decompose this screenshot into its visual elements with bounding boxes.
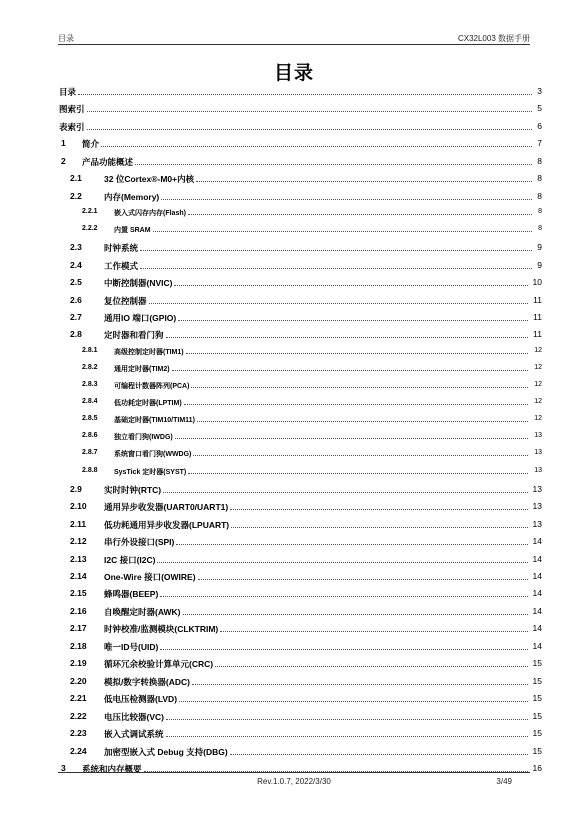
toc-entry-page: 8	[537, 190, 542, 201]
toc-dot-leader	[230, 509, 528, 510]
toc-entry[interactable]	[0, 86, 588, 98]
toc-entry-title: 低功耗通用异步收发器(LPUART)	[104, 519, 230, 530]
toc-entry[interactable]	[0, 623, 588, 635]
toc-entry-page: 3	[537, 86, 542, 96]
toc-entry-number: 2.22	[70, 710, 87, 721]
toc-entry-title: 蜂鸣器(BEEP)	[104, 589, 159, 600]
toc-entry-page: 9	[537, 242, 542, 253]
toc-entry-title: 自唤醒定时器(AWK)	[104, 606, 181, 617]
toc-entry[interactable]	[0, 728, 588, 740]
toc-entry-page: 11	[533, 294, 542, 305]
toc-dot-leader	[230, 754, 528, 755]
footer-divider	[58, 772, 530, 773]
toc-dot-leader	[160, 649, 528, 650]
toc-dot-leader	[157, 562, 528, 563]
toc-entry-page: 12	[534, 415, 542, 423]
toc-entry-number: 2.8.7	[82, 449, 98, 457]
toc-entry-number: 2.19	[70, 658, 87, 669]
toc-entry-title: 表索引	[59, 121, 85, 132]
toc-entry-page: 11	[533, 311, 542, 322]
toc-dot-leader	[183, 614, 529, 615]
toc-entry[interactable]	[0, 191, 588, 203]
toc-entry[interactable]	[0, 484, 588, 496]
toc-entry-title: 电压比较器(VC)	[104, 711, 164, 722]
toc-entry[interactable]	[0, 156, 588, 168]
toc-entry[interactable]	[0, 658, 588, 670]
toc-entry-page: 5	[537, 103, 542, 114]
toc-entry-number: 1	[61, 138, 66, 149]
toc-entry-title: 内存(Memory)	[104, 191, 160, 202]
toc-entry-page: 15	[532, 675, 542, 686]
toc-entry-title: 唯一ID号(UID)	[104, 641, 159, 652]
toc-entry[interactable]	[0, 641, 588, 653]
toc-entry[interactable]	[0, 208, 588, 220]
toc-entry-title: 时钟系统	[104, 243, 139, 254]
toc-entry-page: 12	[534, 380, 542, 388]
toc-dot-leader	[193, 455, 528, 456]
toc-entry-page: 14	[532, 605, 542, 616]
toc-dot-leader	[191, 387, 528, 388]
toc-entry[interactable]	[0, 711, 588, 723]
toc-entry-page: 14	[532, 623, 542, 634]
toc-dot-leader	[166, 337, 528, 338]
toc-entry-number: 2.8.8	[82, 466, 98, 474]
header-document-name: CX32L003 数据手册	[457, 34, 530, 43]
toc-entry-page: 8	[537, 173, 542, 184]
footer-page-number: 3/49	[496, 777, 512, 786]
toc-entry-number: 2.7	[70, 311, 82, 322]
toc-entry[interactable]	[0, 381, 588, 393]
toc-entry[interactable]	[0, 312, 588, 324]
toc-entry-title: 简介	[82, 139, 100, 150]
toc-entry-page: 11	[533, 329, 542, 340]
toc-dot-leader	[188, 214, 532, 215]
toc-entry-number: 2.23	[70, 728, 87, 739]
toc-entry-page: 15	[532, 693, 542, 704]
toc-entry-page: 8	[538, 207, 542, 215]
toc-entry[interactable]	[0, 173, 588, 185]
toc-entry-title: 工作模式	[104, 260, 139, 271]
toc-dot-leader	[198, 579, 528, 580]
toc-entry-page: 13	[534, 466, 542, 474]
toc-dot-leader	[135, 164, 532, 165]
toc-entry-page: 14	[532, 640, 542, 651]
toc-entry-page: 14	[532, 536, 542, 547]
toc-entry-title: 实时时钟(RTC)	[104, 484, 162, 495]
toc-entry[interactable]	[0, 295, 588, 307]
toc-entry-number: 2.4	[70, 259, 82, 270]
toc-dot-leader	[178, 320, 528, 321]
toc-entry[interactable]	[0, 606, 588, 618]
toc-entry[interactable]	[0, 225, 588, 237]
toc-entry[interactable]	[0, 519, 588, 531]
toc-entry-page: 16	[532, 763, 542, 773]
toc-dot-leader	[87, 129, 532, 130]
toc-entry-page: 10	[532, 277, 542, 288]
toc-entry-number: 2.2.1	[82, 207, 98, 215]
toc-dot-leader	[101, 146, 532, 147]
toc-entry-page: 13	[534, 449, 542, 457]
toc-entry-title: 低电压检测器(LVD)	[104, 694, 178, 705]
toc-dot-leader	[78, 94, 532, 95]
toc-entry-page: 13	[532, 501, 542, 512]
toc-entry-number: 2.8.3	[82, 380, 98, 388]
toc-entry-page: 15	[532, 710, 542, 721]
toc-entry-title: 模拟/数字转换器(ADC)	[104, 676, 190, 687]
toc-entry[interactable]	[0, 242, 588, 254]
toc-dot-leader	[87, 111, 532, 112]
toc-entry-title: I2C 接口(I2C)	[104, 554, 156, 565]
toc-entry-title: 32 位Cortex®-M0+内核	[104, 174, 195, 185]
toc-dot-leader	[163, 492, 528, 493]
header-divider	[58, 44, 530, 45]
toc-entry-title: 通用IO 端口(GPIO)	[104, 312, 177, 323]
toc-entry[interactable]	[0, 347, 588, 359]
footer-revision: Rev.1.0.7, 2022/3/30	[257, 777, 331, 786]
header-section-label: 目录	[58, 34, 74, 43]
toc-entry-page: 13	[534, 432, 542, 440]
toc-entry[interactable]	[0, 364, 588, 376]
toc-entry-page: 8	[537, 155, 542, 166]
toc-entry-number: 2.11	[70, 518, 87, 529]
toc-entry-title: 图索引	[59, 104, 85, 115]
toc-entry-number: 2.3	[70, 242, 82, 253]
toc-dot-leader	[160, 596, 528, 597]
toc-entry-number: 2.17	[70, 623, 87, 634]
toc-entry-title: 目录	[59, 87, 77, 97]
toc-entry[interactable]	[0, 501, 588, 513]
toc-entry-number: 2.8.6	[82, 432, 98, 440]
toc-entry-title: 可编程计数器阵列(PCA)	[114, 382, 190, 390]
toc-entry-title: 加密型嵌入式 Debug 支持(DBG)	[104, 746, 228, 757]
toc-entry[interactable]	[0, 554, 588, 566]
toc-entry-title: 产品功能概述	[82, 156, 134, 167]
toc-entry-page: 15	[532, 658, 542, 669]
toc-entry[interactable]	[0, 467, 588, 479]
toc-entry-page: 6	[537, 120, 542, 131]
toc-entry-title: 系统和内存概要	[82, 764, 142, 774]
toc-entry-number: 2.8.1	[82, 346, 98, 354]
toc-entry[interactable]	[0, 138, 588, 150]
toc-entry[interactable]	[0, 763, 588, 775]
toc-entry[interactable]	[0, 588, 588, 600]
toc-entry-title: 内置 SRAM	[114, 227, 151, 234]
toc-entry-page: 14	[532, 553, 542, 564]
toc-entry-number: 2.2	[70, 190, 82, 201]
toc-dot-leader	[179, 701, 528, 702]
toc-dot-leader	[192, 684, 528, 685]
toc-entry[interactable]	[0, 693, 588, 705]
toc-entry-page: 15	[532, 745, 542, 756]
toc-entry[interactable]	[0, 571, 588, 583]
toc-entry-page: 12	[534, 398, 542, 406]
toc-entry-title: 基础定时器(TIM10/TIM11)	[114, 417, 195, 425]
toc-entry[interactable]	[0, 536, 588, 548]
toc-entry-number: 2.6	[70, 294, 82, 305]
toc-entry-page: 13	[532, 483, 542, 494]
toc-dot-leader	[174, 285, 528, 286]
toc-entry-title: 中断控制器(NVIC)	[104, 278, 173, 289]
toc-entry-number: 2.21	[70, 693, 87, 704]
toc-entry[interactable]	[0, 432, 588, 444]
toc-entry-number: 2.16	[70, 605, 87, 616]
toc-entry-page: 15	[532, 728, 542, 739]
toc-entry-title: 嵌入式调试系统	[104, 729, 164, 740]
toc-entry-number: 2.20	[70, 675, 87, 686]
toc-dot-leader	[176, 544, 528, 545]
toc-entry[interactable]	[0, 415, 588, 427]
toc-entry-title: 复位控制器	[104, 295, 147, 306]
toc-dot-leader	[184, 404, 528, 405]
toc-dot-leader	[175, 438, 528, 439]
toc-dot-leader	[197, 421, 528, 422]
toc-dot-leader	[166, 719, 528, 720]
toc-entry-number: 2.10	[70, 501, 87, 512]
toc-entry-title: 通用定时器(TIM2)	[114, 365, 170, 373]
toc-entry[interactable]	[0, 746, 588, 758]
toc-dot-leader	[153, 231, 532, 232]
page-title: 目录	[273, 63, 314, 84]
toc-entry-title: 串行外设接口(SPI)	[104, 537, 175, 548]
toc-entry-title: 高级控制定时器(TIM1)	[114, 348, 184, 356]
toc-entry-number: 3	[61, 763, 66, 773]
toc-dot-leader	[149, 303, 528, 304]
toc-dot-leader	[188, 473, 528, 474]
toc-entry-page: 12	[534, 346, 542, 354]
toc-entry-page: 7	[537, 138, 542, 149]
toc-dot-leader	[186, 353, 528, 354]
toc-entry-number: 2.8	[70, 329, 82, 340]
toc-entry-title: One-Wire 接口(OWIRE)	[104, 572, 196, 583]
toc-entry-title: 嵌入式闪存内存(Flash)	[114, 209, 186, 217]
toc-entry-number: 2.2.2	[82, 225, 98, 232]
toc-dot-leader	[196, 181, 532, 182]
toc-entry-number: 2	[61, 155, 66, 166]
toc-entry[interactable]	[0, 329, 588, 341]
toc-entry-title: 系统窗口看门狗(WWDG)	[114, 451, 192, 459]
toc-dot-leader	[172, 370, 528, 371]
toc-dot-leader	[140, 268, 532, 269]
toc-entry[interactable]	[0, 103, 588, 115]
toc-entry-title: 低功耗定时器(LPTIM)	[114, 400, 182, 408]
toc-dot-leader	[231, 527, 528, 528]
toc-entry-number: 2.1	[70, 173, 82, 184]
toc-entry-title: 时钟校准/监测模块(CLKTRIM)	[104, 624, 219, 635]
toc-entry-title: 独立看门狗(IWDG)	[114, 434, 173, 442]
toc-entry-page: 14	[532, 571, 542, 582]
toc-entry-page: 14	[532, 588, 542, 599]
toc-entry[interactable]	[0, 398, 588, 410]
toc-dot-leader	[161, 199, 532, 200]
toc-entry-number: 2.8.5	[82, 415, 98, 423]
toc-entry-number: 2.8.4	[82, 398, 98, 406]
toc-entry[interactable]	[0, 449, 588, 461]
toc-dot-leader	[140, 250, 532, 251]
toc-entry-number: 2.18	[70, 640, 87, 651]
toc-entry[interactable]	[0, 121, 588, 133]
toc-entry[interactable]	[0, 277, 588, 289]
toc-entry-page: 9	[537, 259, 542, 270]
toc-entry[interactable]	[0, 260, 588, 272]
toc-entry[interactable]	[0, 676, 588, 688]
toc-dot-leader	[220, 631, 528, 632]
toc-entry-number: 2.14	[70, 571, 87, 582]
toc-entry-number: 2.9	[70, 483, 82, 494]
toc-entry-number: 2.5	[70, 277, 82, 288]
toc-entry-number: 2.15	[70, 588, 87, 599]
toc-entry-number: 2.12	[70, 536, 87, 547]
toc-entry-title: 循环冗余校验计算单元(CRC)	[104, 659, 214, 670]
toc-entry-title: 通用异步收发器(UART0/UART1)	[104, 502, 229, 513]
toc-entry-number: 2.13	[70, 553, 87, 564]
toc-entry-number: 2.24	[70, 745, 87, 756]
toc-dot-leader	[166, 736, 528, 737]
toc-entry-page: 8	[538, 225, 542, 232]
toc-dot-leader	[215, 666, 528, 667]
toc-entry-title: SysTick 定时器(SYST)	[114, 468, 187, 476]
toc-entry-number: 2.8.2	[82, 363, 98, 371]
toc-entry-page: 13	[532, 518, 542, 529]
toc-entry-page: 12	[534, 363, 542, 371]
toc-entry-title: 定时器和看门狗	[104, 330, 164, 341]
